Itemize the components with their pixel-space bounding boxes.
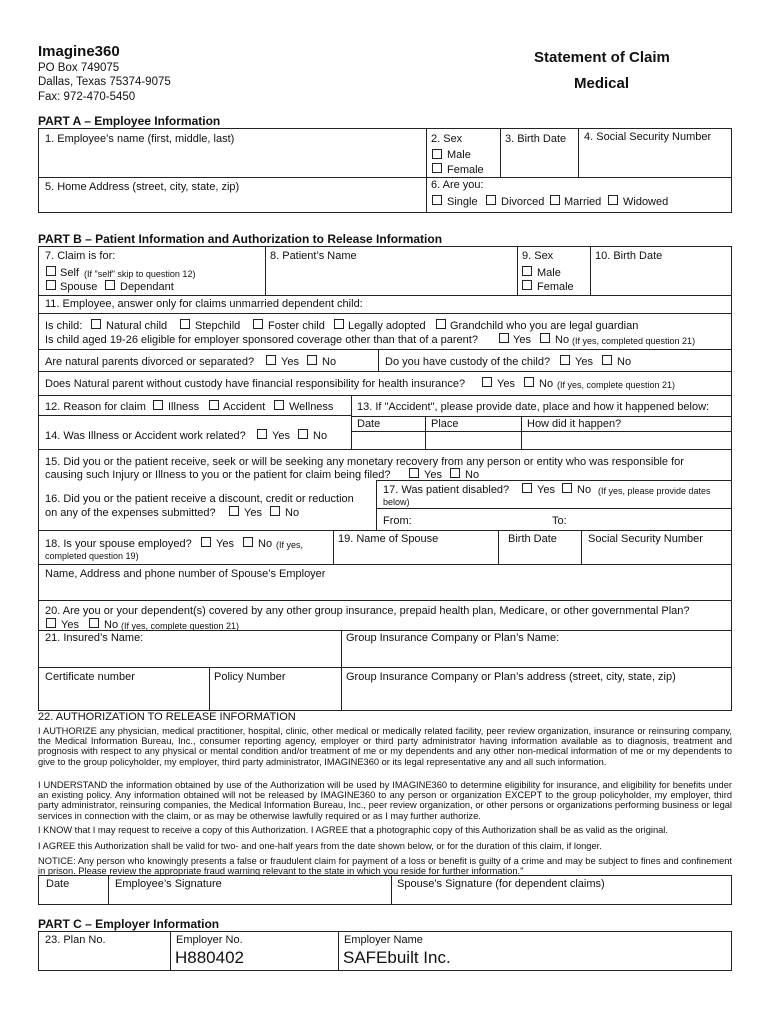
custody-no-checkbox[interactable] [602,355,612,365]
aged-note: (If yes, completed question 21) [572,336,696,346]
q15-line1: 15. Did you or the patient receive, seek or will be seeking any monetary recovery from any person or entity who was responsible for [45,456,684,468]
work-no-label: No [313,430,328,442]
group-name-label: Group Insurance Company or Plan’s Name: [346,632,560,644]
recovery-no-label: No [465,469,480,481]
self-checkbox[interactable] [46,266,56,276]
illness-label: Illness [168,401,200,413]
custody-no-label: No [617,356,632,368]
other-coverage-no-checkbox[interactable] [89,618,99,628]
aged-no-label: No [555,334,570,346]
dependant-label: Dependant [120,281,174,293]
plan-no-label: 23. Plan No. [45,934,106,946]
discount-yes-label: Yes [244,507,262,519]
fin-no-checkbox[interactable] [524,377,534,387]
employer-no-label: Employer No. [176,934,243,946]
recovery-yes-checkbox[interactable] [409,468,419,478]
custody-label: Do you have custody of the child? [385,356,551,368]
birth-date-label: 3. Birth Date [505,133,567,145]
part-b-heading: PART B – Patient Information and Authorization to Release Information [38,232,443,246]
widowed-label: Widowed [623,196,669,208]
parents-no-label: No [322,356,337,368]
q15-line2: causing such Injury or Illness to you or the patient for claim being filed? [45,469,391,481]
signature-date-label: Date [46,878,70,890]
spouse-label: Spouse [60,281,98,293]
q11-label: 11. Employee, answer only for claims unmarried dependent child: [45,298,363,310]
q16-line1: 16. Did you or the patient receive a discount, credit or reduction [45,493,354,505]
other-coverage-yes-label: Yes [61,619,79,631]
spouse-employed-label: 18. Is your spouse employed? [45,538,192,550]
work-related-label: 14. Was Illness or Accident work related? [45,430,246,442]
part-a-heading: PART A – Employee Information [38,114,221,128]
form-title: Statement of Claim [534,49,670,66]
employer-name-label: Employer Name [344,934,423,946]
aged-19-26-label: Is child aged 19-26 eligible for employer sponsored coverage other than that of a parent? [45,334,478,346]
spouse-employed-no-label: No [258,538,273,550]
single-checkbox[interactable] [432,195,442,205]
custody-yes-label: Yes [575,356,593,368]
fin-yes-label: Yes [497,378,515,390]
reason-label: 12. Reason for claim [45,401,146,413]
legally-adopted-label: Legally adopted [348,320,426,332]
authorization-paragraph-4: I AGREE this Authorization shall be valid for two- and one-half years from the date shown below, or for the duration of this claim, if longer. [38,841,602,851]
natural-parents-label: Are natural parents divorced or separated? [45,356,255,368]
wellness-checkbox[interactable] [274,400,284,410]
work-yes-checkbox[interactable] [257,429,267,439]
patient-name-label: 8. Patient’s Name [270,250,357,262]
patient-sex-label: 9. Sex [522,250,554,262]
is-child-label: Is child: [45,320,83,332]
discount-no-checkbox[interactable] [270,506,280,516]
employee-name-label: 1. Employee’s name (first, middle, last) [45,133,235,145]
single-label: Single [447,196,478,208]
insured-name-label: 21. Insured’s Name: [45,632,144,644]
disabled-label: 17. Was patient disabled? [383,484,510,496]
patient-female-checkbox[interactable] [522,280,532,290]
parents-no-checkbox[interactable] [307,355,317,365]
disabled-to-label: To: [552,515,567,527]
certificate-label: Certificate number [45,671,135,683]
widowed-checkbox[interactable] [608,195,618,205]
employer-no-value: H880402 [175,948,245,967]
foster-child-label: Foster child [268,320,325,332]
accident-checkbox[interactable] [209,400,219,410]
natural-child-label: Natural child [106,320,168,332]
q16-line2: on any of the expenses submitted? [45,507,216,519]
form-subtitle: Medical [574,75,630,92]
stepchild-label: Stepchild [195,320,241,332]
discount-yes-checkbox[interactable] [229,506,239,516]
recovery-no-checkbox[interactable] [450,468,460,478]
married-checkbox[interactable] [550,195,560,205]
accident-detail-label: 13. If "Accident", please provide date, place and how it happened below: [357,401,710,413]
authorization-paragraph-3: I KNOW that I may request to receive a copy of this Authorization. I AGREE that a photographic copy of this Authorization shall be as valid as the original. [38,825,668,835]
employer-name-value: SAFEbuilt Inc. [343,948,451,967]
self-note: (If "self" skip to question 12) [84,269,196,279]
q20-label: 20. Are you or your dependent(s) covered by any other group insurance, prepaid health plan, Medicare, or other governmental Plan? [45,605,690,617]
wellness-label: Wellness [289,401,334,413]
other-coverage-note: (If yes, complete question 21) [121,621,240,631]
company-name: Imagine360 [38,43,120,60]
natural-child-checkbox[interactable] [91,319,101,329]
spouse-employed-yes-label: Yes [216,538,234,550]
spouse-birth-date-label: Birth Date [508,533,557,545]
dependant-checkbox[interactable] [105,280,115,290]
claim-for-label: 7. Claim is for: [45,250,116,262]
patient-male-checkbox[interactable] [522,266,532,276]
disabled-yes-label: Yes [537,484,555,496]
stepchild-checkbox[interactable] [180,319,190,329]
disabled-note-2: below) [383,497,410,507]
custody-yes-checkbox[interactable] [560,355,570,365]
spouse-name-label: 19. Name of Spouse [338,533,439,545]
grandchild-label: Grandchild who you are legal guardian [450,320,639,332]
spouse-employer-label: Name, Address and phone number of Spouse’s Employer [45,568,326,580]
male-label: Male [447,149,471,161]
male-checkbox[interactable] [432,149,442,159]
employee-signature-label: Employee’s Signature [115,878,222,890]
work-yes-label: Yes [272,430,290,442]
part-c-heading: PART C – Employer Information [38,917,220,931]
are-you-label: 6. Are you: [431,179,484,191]
accident-date-label: Date [357,418,381,430]
spouse-signature-label: Spouse’s Signature (for dependent claims) [397,878,605,890]
parents-yes-label: Yes [281,356,299,368]
legally-adopted-checkbox[interactable] [334,319,344,329]
patient-birth-date-label: 10. Birth Date [595,250,663,262]
fin-note: (If yes, complete question 21) [557,380,676,390]
foster-child-checkbox[interactable] [253,319,263,329]
discount-no-label: No [285,507,300,519]
recovery-yes-label: Yes [424,469,442,481]
authorization-paragraph-5: NOTICE: Any person who knowingly presents a false or fraudulent claim for payment of a loss or benefit is guilty of a crime and may be subject to fines and confinement in prison. Please review the appropriate fraud warning relevant to the state in which you reside for further information." [38,856,732,877]
spouse-employed-note-2: completed question 19) [45,551,139,561]
aged-yes-checkbox[interactable] [499,333,509,343]
divorced-label: Divorced [501,196,545,208]
patient-female-label: Female [537,281,574,293]
spouse-employed-no-checkbox[interactable] [243,537,253,547]
disabled-from-label: From: [383,515,412,527]
company-po-box: PO Box 749075 [38,62,120,74]
parents-yes-checkbox[interactable] [266,355,276,365]
disabled-note-1: (If yes, please provide dates [598,486,711,496]
fin-no-label: No [539,378,554,390]
illness-checkbox[interactable] [153,400,163,410]
aged-no-checkbox[interactable] [540,333,550,343]
grandchild-checkbox[interactable] [436,319,446,329]
company-fax: Fax: 972-470-5450 [38,91,136,103]
patient-male-label: Male [537,267,561,279]
disabled-no-label: No [577,484,592,496]
fin-yes-checkbox[interactable] [482,377,492,387]
aged-yes-label: Yes [513,334,531,346]
married-label: Married [564,196,602,208]
home-address-label: 5. Home Address (street, city, state, zip) [45,181,240,193]
work-no-checkbox[interactable] [298,429,308,439]
self-label: Self [60,267,79,279]
authorization-heading: 22. AUTHORIZATION TO RELEASE INFORMATION [38,711,296,723]
female-checkbox[interactable] [432,163,442,173]
ssn-label: 4. Social Security Number [584,131,712,143]
authorization-paragraph-2: I UNDERSTAND the information obtained by use of the Authorization will be used by IMAGINE360 to determine eligibility for insurance, and eligibility for benefits under an existing policy. Any information obtained will not be released by IMAGINE360 to any person or organization EXCEPT to the group policyholder, my employer, third party administrator, reinsuring companies, the Medical Information Bureau, Inc., peer review organization, or other persons or organizations performing business or legal services in connection with the claim, or as may be otherwise lawfully required or as I may further authorize. [38,780,732,821]
divorced-checkbox[interactable] [486,195,496,205]
disabled-yes-checkbox[interactable] [522,483,532,493]
spouse-ssn-label: Social Security Number [588,533,703,545]
accident-label: Accident [223,401,266,413]
female-label: Female [447,164,484,176]
sex-label: 2. Sex [431,133,463,145]
company-city: Dallas, Texas 75374-9075 [38,76,171,88]
disabled-no-checkbox[interactable] [562,483,572,493]
spouse-checkbox[interactable] [46,280,56,290]
policy-label: Policy Number [214,671,286,683]
spouse-employed-note-1: (If yes, [276,540,304,550]
group-address-label: Group Insurance Company or Plan’s address (street, city, state, zip) [346,671,676,683]
accident-place-label: Place [431,418,459,430]
other-coverage-no-label: No [104,619,119,631]
spouse-employed-yes-checkbox[interactable] [201,537,211,547]
accident-how-label: How did it happen? [527,418,622,430]
natural-parent-fin-label: Does Natural parent without custody have financial responsibility for health insurance? [45,378,466,390]
other-coverage-yes-checkbox[interactable] [46,618,56,628]
authorization-paragraph-1: I AUTHORIZE any physician, medical practitioner, hospital, clinic, other medical or medically related facility, peer review organization, insurance or reinsuring company, the Medical Information Bureau, Inc., consumer reporting agency, employer or third party administrator having information available as to diagnosis, treatment and prognosis with respect to any physical or mental condition and/or treatment of me or my dependents and any other non-medical information of me or my dependents to give to the group policyholder, my employer, third party administrator, IMAGINE360 or its legal representative any and all such information. [38,726,732,767]
